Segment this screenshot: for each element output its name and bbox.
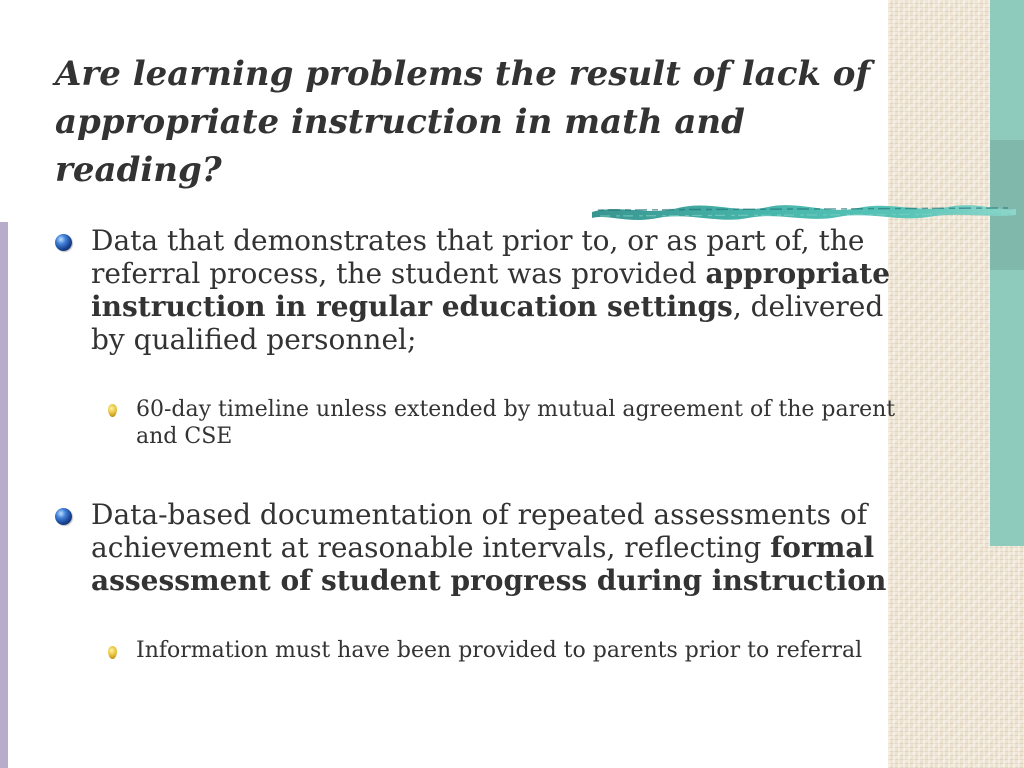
sub-bullet-2: Information must have been provided to parents prior to referral [136, 638, 863, 663]
bullet-1-text-end: , delivered by qualified personnel; [91, 290, 884, 356]
slide-title: Are learning problems the result of lack of appropriate instruction in math and reading? [55, 54, 871, 190]
bullet-2-emphasis: formal assessment of student progress during instruction [91, 531, 887, 597]
bullet-1-text: Data that demonstrates that prior to, or as part of, the referral process, the student was provided [91, 224, 865, 290]
bullet-item-1 [91, 224, 891, 356]
blue-sphere-bullet-icon [55, 234, 72, 251]
bullet-2-text: Data-based documentation of repeated assessments of achievement at reasonable intervals, reflecting [91, 498, 868, 564]
gold-drop-bullet-icon [108, 646, 117, 659]
blue-sphere-bullet-icon [55, 508, 72, 525]
bullet-1-emphasis: appropriate instruction in regular education settings [91, 257, 891, 323]
sub-bullet-1: 60-day timeline unless extended by mutual agreement of the parent and CSE [136, 397, 896, 449]
bullet-item-2 [91, 498, 891, 597]
gold-drop-bullet-icon [108, 404, 117, 417]
